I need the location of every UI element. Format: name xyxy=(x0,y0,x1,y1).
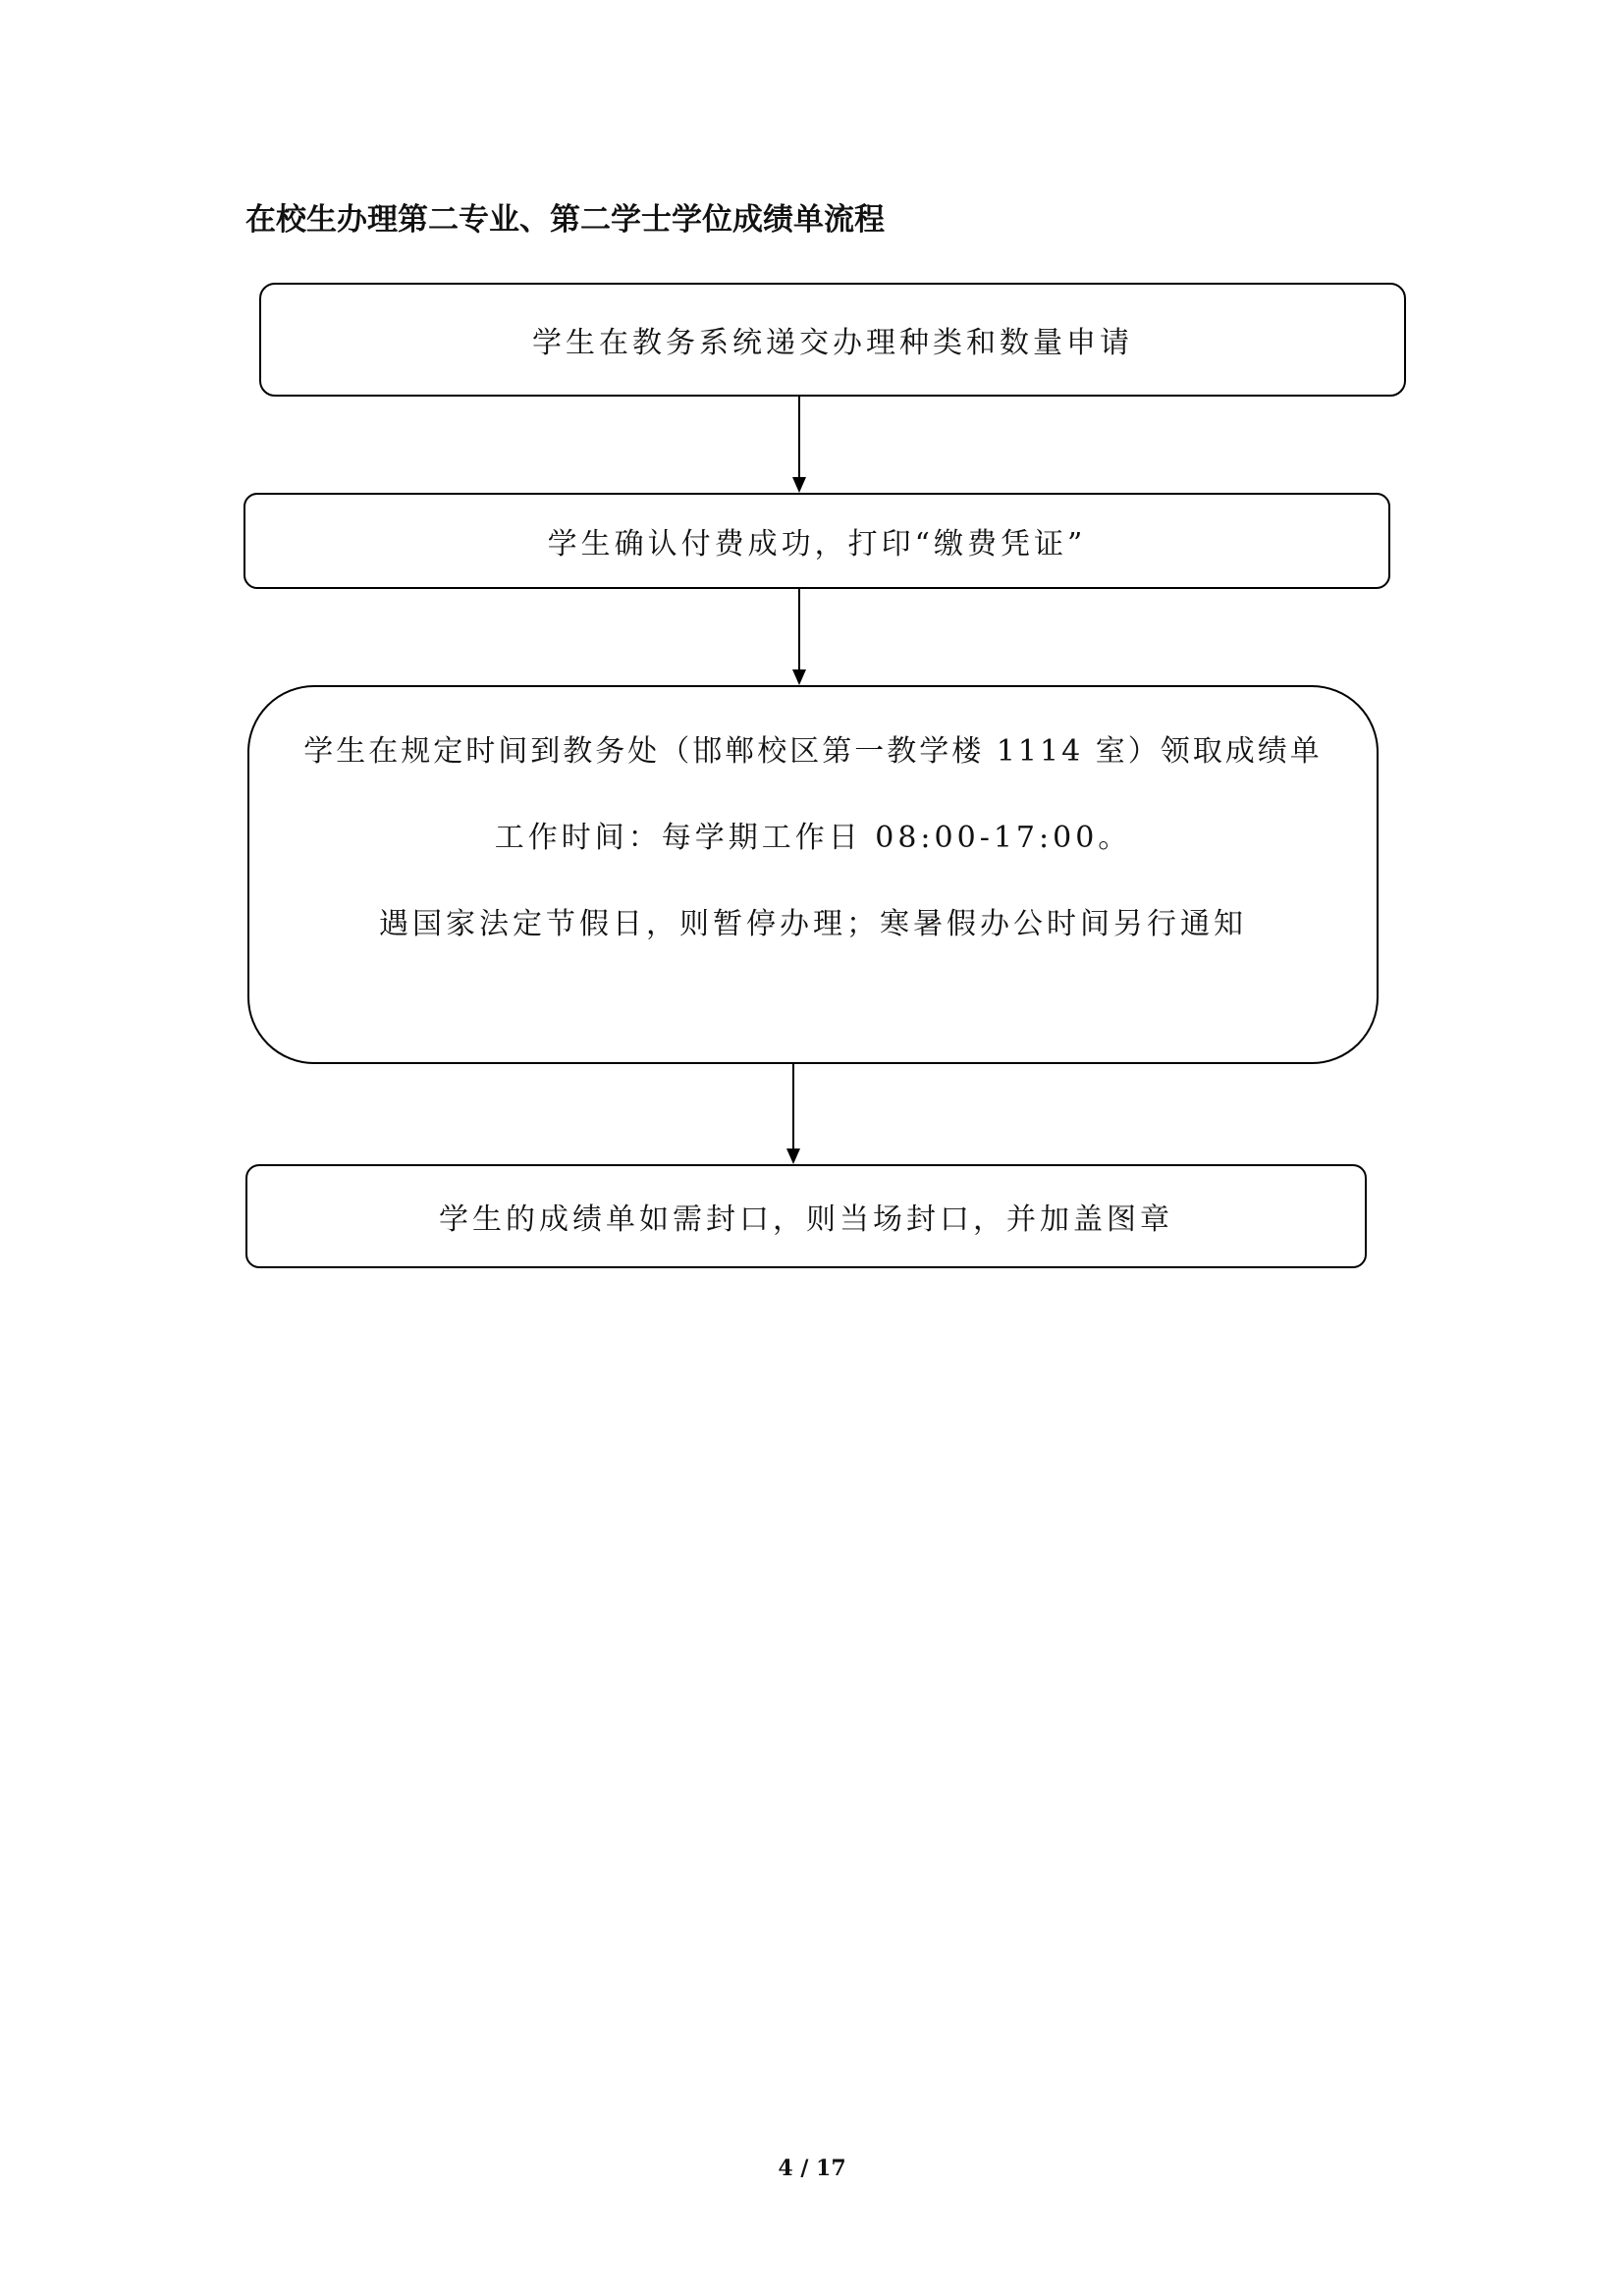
flow-step-seal-transcript xyxy=(245,1164,1367,1268)
flow-step-confirm-payment xyxy=(244,493,1390,589)
flow-step-working-hours-text: 工作时间：每学期工作日 08:00-17:00。 xyxy=(494,821,1132,855)
flow-step-collect-transcript xyxy=(247,685,1379,1064)
flow-step-holiday-notice-text: 遇国家法定节假日，则暂停办理；寒暑假办公时间另行通知 xyxy=(379,907,1247,941)
flow-step-seal-transcript-text: 学生的成绩单如需封口，则当场封口，并加盖图章 xyxy=(439,1202,1173,1237)
flow-step-submit-application xyxy=(259,283,1406,397)
arrow-step1-to-step2 xyxy=(792,397,806,493)
flow-step-collect-location-text: 学生在规定时间到教务处（邯郸校区第一教学楼 1114 室）领取成绩单 xyxy=(303,734,1323,769)
flow-step-confirm-payment-text: 学生确认付费成功，打印“缴费凭证” xyxy=(547,527,1087,561)
arrow-step3-to-step4 xyxy=(786,1064,800,1164)
page-title: 在校生办理第二专业、第二学士学位成绩单流程 xyxy=(245,202,885,238)
arrow-step2-to-step3 xyxy=(792,589,806,685)
page-number: 4 / 17 xyxy=(778,2156,846,2181)
flow-step-submit-application-text: 学生在教务系统递交办理种类和数量申请 xyxy=(532,326,1133,360)
